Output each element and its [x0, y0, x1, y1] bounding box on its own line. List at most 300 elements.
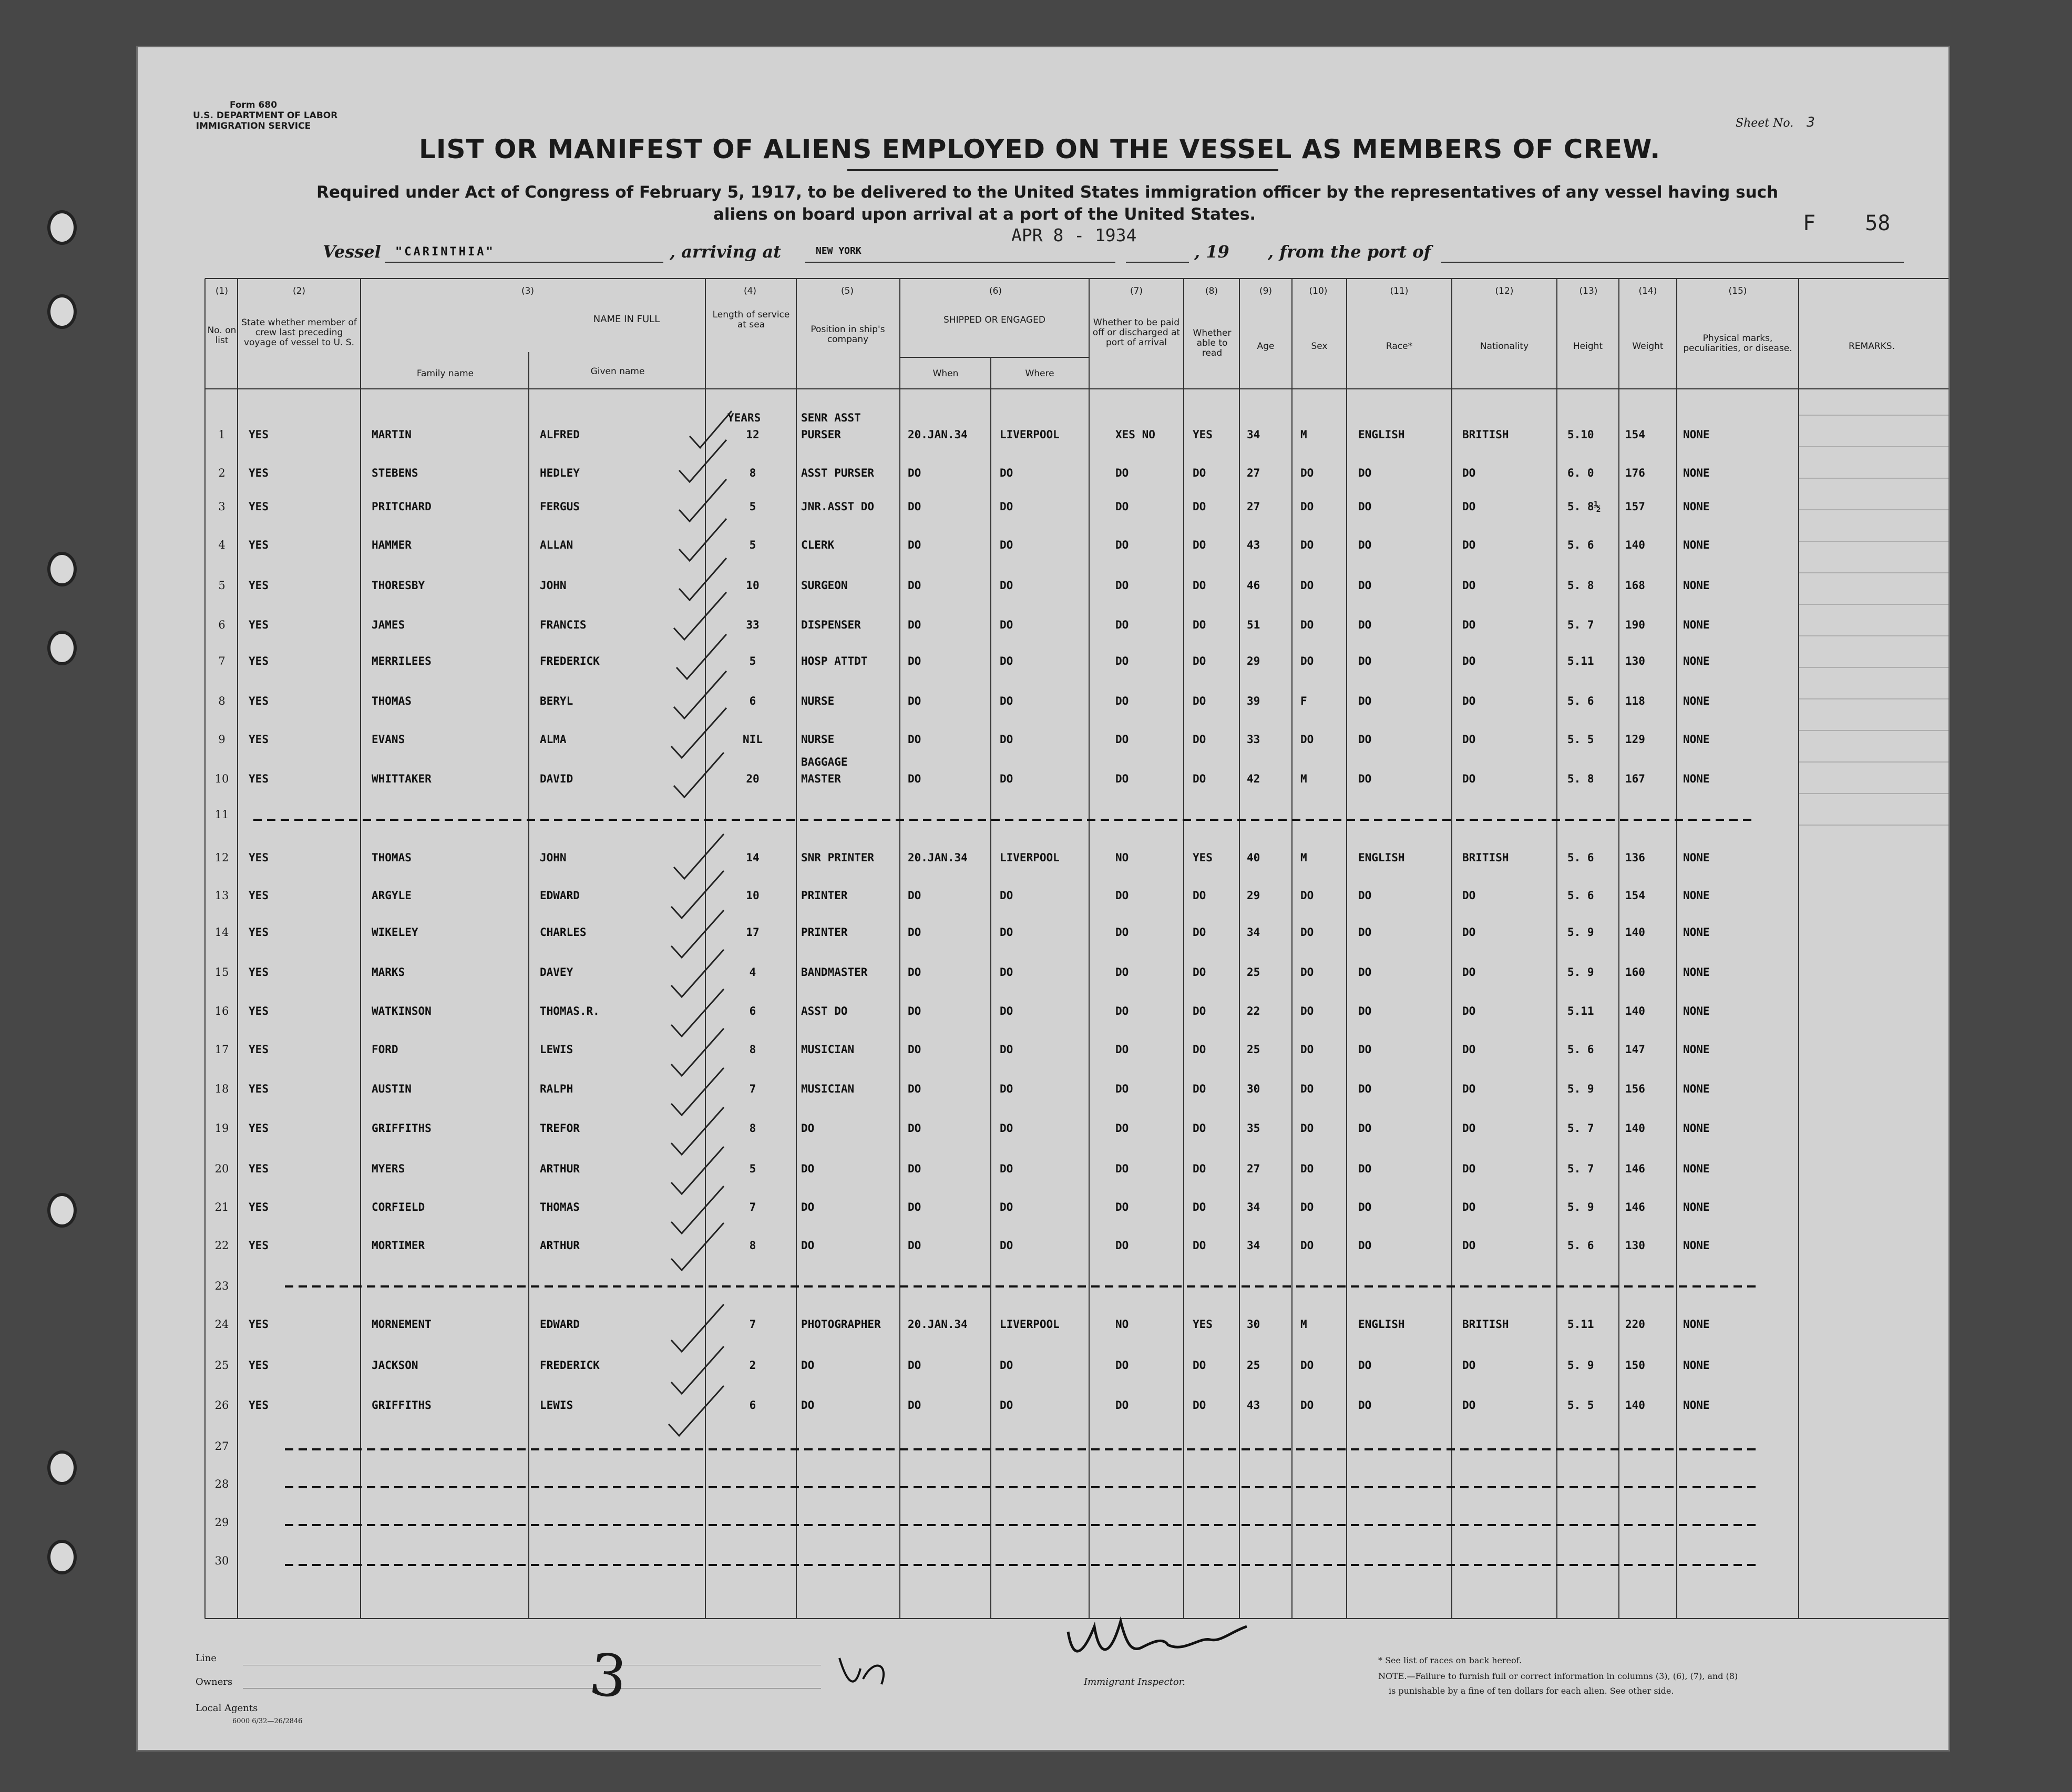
races-note: * See list of races on back hereof.	[1378, 1655, 1522, 1665]
cell-position: MUSICIAN	[801, 1043, 855, 1056]
cell-weight: 154	[1625, 428, 1645, 441]
cell-position: HOSP ATTDT	[801, 655, 868, 667]
header-shipped-or-engaged: SHIPPED OR ENGAGED	[943, 315, 1045, 325]
cell-height: 5. 7	[1567, 1162, 1594, 1175]
cell-age: 30	[1247, 1083, 1260, 1095]
cell-when-shipped: DO	[908, 1005, 921, 1017]
cell-member: YES	[249, 966, 269, 979]
cell-sex: DO	[1300, 500, 1314, 513]
cell-paid-off: DO	[1115, 1239, 1129, 1252]
cell-length-of-service: 7	[749, 1201, 756, 1213]
cell-height: 5. 9	[1567, 1201, 1594, 1213]
cell-member: YES	[249, 1043, 269, 1056]
binder-hole	[47, 210, 77, 245]
cell-physical-marks: NONE	[1683, 966, 1710, 979]
header-age: Age	[1257, 341, 1275, 352]
cell-length-of-service: 33	[746, 619, 760, 631]
cell-height: 5. 6	[1567, 1043, 1594, 1056]
cell-where-shipped: DO	[1000, 1399, 1013, 1412]
cell-nationality: DO	[1462, 1239, 1476, 1252]
cell-weight: 140	[1625, 1399, 1645, 1412]
row-number: 17	[214, 1043, 229, 1056]
col-number-14: (14)	[1638, 286, 1657, 296]
cell-race: DO	[1358, 1399, 1372, 1412]
cell-race: DO	[1358, 773, 1372, 785]
cell-nationality: DO	[1462, 695, 1476, 707]
cell-when-shipped: DO	[908, 926, 921, 939]
cell-length-of-service: 6	[749, 695, 756, 707]
cell-position: PRINTER	[801, 889, 848, 902]
cell-member: YES	[249, 1201, 269, 1213]
cell-physical-marks: NONE	[1683, 889, 1710, 902]
cell-sex: DO	[1300, 889, 1314, 902]
cell-when-shipped: DO	[908, 1083, 921, 1095]
cell-member: YES	[249, 1399, 269, 1412]
cell-when-shipped: 20.JAN.34	[908, 428, 968, 441]
cell-physical-marks: NONE	[1683, 467, 1710, 479]
file-prefix: F	[1803, 211, 1816, 235]
cell-where-shipped: DO	[1000, 579, 1013, 592]
header-length-of-service: Length of service at sea	[712, 310, 790, 330]
header-sex: Sex	[1311, 341, 1328, 352]
row-number: 12	[214, 851, 229, 864]
cell-when-shipped: DO	[908, 467, 921, 479]
cell-sex: M	[1300, 428, 1307, 441]
cell-when-shipped: DO	[908, 733, 921, 746]
cell-able-to-read: DO	[1193, 1239, 1206, 1252]
cell-member: YES	[249, 500, 269, 513]
cell-length-of-service: 4	[749, 966, 756, 979]
cell-physical-marks: NONE	[1683, 1399, 1710, 1412]
col-number-8: (8)	[1205, 286, 1218, 296]
cell-age: 22	[1247, 1005, 1260, 1017]
cell-given-name: ALLAN	[540, 539, 573, 551]
cell-paid-off: NO	[1115, 1318, 1129, 1331]
cell-nationality: DO	[1462, 467, 1476, 479]
cell-age: 42	[1247, 773, 1260, 785]
cell-family-name: EVANS	[372, 733, 405, 746]
cell-length-of-service: 5	[749, 500, 756, 513]
cell-length-of-service: 17	[746, 926, 760, 939]
cell-race: ENGLISH	[1358, 851, 1405, 864]
department-name: U.S. DEPARTMENT OF LABOR	[193, 110, 338, 121]
fine-note-line-2: is punishable by a fine of ten dollars for each alien. See other side.	[1389, 1686, 1674, 1696]
cell-able-to-read: YES	[1193, 428, 1213, 441]
cell-member: YES	[249, 655, 269, 667]
handwritten-sheet-number: 3	[586, 1640, 630, 1712]
cell-when-shipped: DO	[908, 773, 921, 785]
cell-weight: 154	[1625, 889, 1645, 902]
subtitle-line-1: Required under Act of Congress of February 5, 1917, to be delivered to the United States immigration officer by the representatives of any vessel having such	[316, 183, 1779, 202]
row-number: 3	[218, 500, 225, 513]
cell-sex: DO	[1300, 966, 1314, 979]
inspector-signature	[1063, 1611, 1252, 1674]
cell-family-name: WHITTAKER	[372, 773, 432, 785]
cell-nationality: BRITISH	[1462, 851, 1509, 864]
col-number-6: (6)	[989, 286, 1002, 296]
cell-height: 5.11	[1567, 1005, 1594, 1017]
cell-age: 40	[1247, 851, 1260, 864]
cell-position: NURSE	[801, 733, 835, 746]
cell-position: PRINTER	[801, 926, 848, 939]
cell-family-name: HAMMER	[372, 539, 412, 551]
cell-age: 30	[1247, 1318, 1260, 1331]
cell-weight: 130	[1625, 1239, 1645, 1252]
binder-hole	[47, 294, 77, 329]
cell-paid-off: DO	[1115, 695, 1129, 707]
cell-position: ASST DO	[801, 1005, 848, 1017]
arriving-port: NEW YORK	[816, 245, 861, 256]
cell-nationality: DO	[1462, 1399, 1476, 1412]
cell-member: YES	[249, 695, 269, 707]
cell-height: 5. 8	[1567, 773, 1594, 785]
cell-sex: DO	[1300, 655, 1314, 667]
cell-able-to-read: DO	[1193, 695, 1206, 707]
cell-able-to-read: DO	[1193, 733, 1206, 746]
cell-weight: 146	[1625, 1201, 1645, 1213]
cell-able-to-read: DO	[1193, 1399, 1206, 1412]
cell-weight: 157	[1625, 500, 1645, 513]
cell-member: YES	[249, 1239, 269, 1252]
cell-position: SNR PRINTER	[801, 851, 875, 864]
cell-height: 5. 9	[1567, 966, 1594, 979]
cell-physical-marks: NONE	[1683, 579, 1710, 592]
cell-height: 5. 6	[1567, 539, 1594, 551]
cell-member: YES	[249, 579, 269, 592]
cell-able-to-read: DO	[1193, 655, 1206, 667]
cell-length-of-service: 10	[746, 579, 760, 592]
row-number: 9	[218, 733, 225, 746]
cell-physical-marks: NONE	[1683, 500, 1710, 513]
cell-paid-off: DO	[1115, 1201, 1129, 1213]
cell-age: 51	[1247, 619, 1260, 631]
cell-height: 5. 6	[1567, 1239, 1594, 1252]
sheet-value: 3	[1807, 115, 1815, 130]
cell-race: DO	[1358, 1043, 1372, 1056]
cell-family-name: THORESBY	[372, 579, 425, 592]
cell-weight: 140	[1625, 926, 1645, 939]
cell-where-shipped: DO	[1000, 1162, 1013, 1175]
cell-position: ASST PURSER	[801, 467, 875, 479]
cell-family-name: MORNEMENT	[372, 1318, 432, 1331]
row-number: 21	[214, 1201, 229, 1213]
row-number: 13	[214, 889, 229, 902]
cell-weight: 160	[1625, 966, 1645, 979]
cell-family-name: ARGYLE	[372, 889, 412, 902]
header-member-of-crew: State whether member of crew last preceding voyage of vessel to U. S.	[241, 317, 357, 348]
cell-member: YES	[249, 539, 269, 551]
cell-where-shipped: DO	[1000, 1122, 1013, 1135]
cell-length-of-service: 2	[749, 1359, 756, 1372]
cell-length-of-service: NIL	[743, 733, 763, 746]
col-number-2: (2)	[292, 286, 306, 296]
cell-paid-off: DO	[1115, 889, 1129, 902]
cell-paid-off: DO	[1115, 1043, 1129, 1056]
vessel-name: "CARINTHIA"	[395, 245, 495, 259]
cell-age: 27	[1247, 500, 1260, 513]
inspector-label: Immigrant Inspector.	[1084, 1676, 1186, 1687]
cell-physical-marks: NONE	[1683, 1201, 1710, 1213]
row-number: 22	[214, 1239, 229, 1252]
cell-where-shipped: DO	[1000, 926, 1013, 939]
cell-race: DO	[1358, 500, 1372, 513]
cell-race: DO	[1358, 1201, 1372, 1213]
cell-position-note: SENR ASST	[801, 411, 861, 424]
row-number: 2	[218, 467, 225, 479]
col-number-13: (13)	[1579, 286, 1598, 296]
cell-age: 34	[1247, 1201, 1260, 1213]
cell-race: DO	[1358, 889, 1372, 902]
cell-length-of-service: 7	[749, 1083, 756, 1095]
cell-position: DO	[801, 1239, 815, 1252]
cell-race: DO	[1358, 655, 1372, 667]
cell-given-name: FRANCIS	[540, 619, 587, 631]
cell-weight: 136	[1625, 851, 1645, 864]
cell-member: YES	[249, 926, 269, 939]
cell-where-shipped: DO	[1000, 619, 1013, 631]
cell-able-to-read: DO	[1193, 1083, 1206, 1095]
cell-given-name: FERGUS	[540, 500, 580, 513]
cell-position: DO	[801, 1359, 815, 1372]
cell-race: DO	[1358, 966, 1372, 979]
cell-weight: 190	[1625, 619, 1645, 631]
cell-height: 5. 5	[1567, 1399, 1594, 1412]
cell-paid-off: DO	[1115, 1359, 1129, 1372]
col-number-9: (9)	[1259, 286, 1273, 296]
cell-paid-off: DO	[1115, 1083, 1129, 1095]
cell-family-name: GRIFFITHS	[372, 1399, 432, 1412]
header-when: When	[932, 368, 959, 379]
cell-paid-off: DO	[1115, 655, 1129, 667]
cell-able-to-read: DO	[1193, 579, 1206, 592]
cell-height: 6. 0	[1567, 467, 1594, 479]
cell-given-name: LEWIS	[540, 1043, 573, 1056]
cell-race: DO	[1358, 695, 1372, 707]
cell-physical-marks: NONE	[1683, 773, 1710, 785]
header-no-on-list: No. on list	[207, 325, 237, 346]
header-able-to-read: Whether able to read	[1193, 328, 1232, 358]
cell-given-name: RALPH	[540, 1083, 573, 1095]
row-number: 19	[214, 1122, 229, 1135]
cell-age: 25	[1247, 966, 1260, 979]
cell-sex: DO	[1300, 926, 1314, 939]
cell-position: SURGEON	[801, 579, 848, 592]
cell-given-name: ARTHUR	[540, 1162, 580, 1175]
cell-sex: DO	[1300, 619, 1314, 631]
cell-when-shipped: DO	[908, 1043, 921, 1056]
cell-sex: DO	[1300, 1239, 1314, 1252]
header-height: Height	[1573, 341, 1603, 352]
cell-where-shipped: DO	[1000, 1201, 1013, 1213]
row-number: 23	[214, 1280, 229, 1292]
subtitle-line-2: aliens on board upon arrival at a port of the United States.	[713, 205, 1256, 224]
cell-when-shipped: DO	[908, 579, 921, 592]
cell-where-shipped: DO	[1000, 773, 1013, 785]
cell-able-to-read: DO	[1193, 1162, 1206, 1175]
cell-length-of-service: 8	[749, 1239, 756, 1252]
cell-position-note: BAGGAGE	[801, 756, 848, 768]
cell-family-name: PRITCHARD	[372, 500, 432, 513]
cell-physical-marks: NONE	[1683, 619, 1710, 631]
cell-able-to-read: DO	[1193, 1201, 1206, 1213]
cell-sex: DO	[1300, 467, 1314, 479]
cell-nationality: BRITISH	[1462, 1318, 1509, 1331]
cell-paid-off: DO	[1115, 467, 1129, 479]
cell-age: 34	[1247, 926, 1260, 939]
cell-member: YES	[249, 1083, 269, 1095]
page-title: LIST OR MANIFEST OF ALIENS EMPLOYED ON THE VESSEL AS MEMBERS OF CREW.	[419, 134, 1661, 164]
row-number: 20	[214, 1162, 229, 1175]
cell-weight: 156	[1625, 1083, 1645, 1095]
file-value: 58	[1865, 211, 1891, 235]
cell-given-name: FREDERICK	[540, 1359, 600, 1372]
cell-given-name: LEWIS	[540, 1399, 573, 1412]
cell-nationality: DO	[1462, 1201, 1476, 1213]
header-where: Where	[1025, 368, 1054, 379]
cell-able-to-read: DO	[1193, 619, 1206, 631]
cell-physical-marks: NONE	[1683, 851, 1710, 864]
cell-where-shipped: DO	[1000, 1359, 1013, 1372]
header-name-in-full: NAME IN FULL	[593, 314, 660, 325]
cell-position: PURSER	[801, 428, 841, 441]
cell-given-name: HEDLEY	[540, 467, 580, 479]
cell-given-name: ALMA	[540, 733, 567, 746]
cell-nationality: DO	[1462, 773, 1476, 785]
cell-when-shipped: DO	[908, 655, 921, 667]
cell-able-to-read: DO	[1193, 500, 1206, 513]
cell-sex: DO	[1300, 1043, 1314, 1056]
row-number: 5	[218, 579, 225, 592]
cell-member: YES	[249, 733, 269, 746]
cell-age: 43	[1247, 539, 1260, 551]
cell-length-unit: YEARS	[727, 411, 761, 424]
cell-physical-marks: NONE	[1683, 1318, 1710, 1331]
col-number-11: (11)	[1390, 286, 1409, 296]
header-position: Position in ship's company	[811, 324, 885, 345]
cell-where-shipped: LIVERPOOL	[1000, 851, 1060, 864]
row-number: 30	[214, 1554, 229, 1567]
cell-weight: 130	[1625, 655, 1645, 667]
binder-hole	[47, 1193, 77, 1228]
row-number: 28	[214, 1478, 229, 1490]
cell-nationality: DO	[1462, 579, 1476, 592]
cell-family-name: CORFIELD	[372, 1201, 425, 1213]
from-port-label: , from the port of	[1268, 242, 1431, 262]
cell-where-shipped: LIVERPOOL	[1000, 428, 1060, 441]
cell-when-shipped: 20.JAN.34	[908, 851, 968, 864]
cell-length-of-service: 5	[749, 655, 756, 667]
cell-able-to-read: DO	[1193, 889, 1206, 902]
header-remarks: REMARKS.	[1848, 341, 1895, 352]
cell-able-to-read: DO	[1193, 966, 1206, 979]
header-race: Race*	[1386, 341, 1413, 352]
cell-able-to-read: DO	[1193, 1005, 1206, 1017]
cell-member: YES	[249, 428, 269, 441]
cell-nationality: DO	[1462, 539, 1476, 551]
cell-given-name: THOMAS	[540, 1201, 580, 1213]
cell-family-name: AUSTIN	[372, 1083, 412, 1095]
cell-member: YES	[249, 773, 269, 785]
footer-print-code: 6000 6/32—26/2846	[232, 1717, 303, 1725]
cell-height: 5. 8	[1567, 579, 1594, 592]
cell-given-name: EDWARD	[540, 889, 580, 902]
cell-weight: 150	[1625, 1359, 1645, 1372]
cell-paid-off: DO	[1115, 619, 1129, 631]
cell-height: 5. 9	[1567, 926, 1594, 939]
cell-weight: 168	[1625, 579, 1645, 592]
cell-family-name: MARKS	[372, 966, 405, 979]
fine-note-line-1: NOTE.—Failure to furnish full or correct information in columns (3), (6), (7), and (8)	[1378, 1671, 1738, 1681]
cell-member: YES	[249, 1359, 269, 1372]
cell-height: 5. 9	[1567, 1359, 1594, 1372]
cell-height: 5. 7	[1567, 1122, 1594, 1135]
cell-race: DO	[1358, 926, 1372, 939]
cell-race: DO	[1358, 733, 1372, 746]
row-number: 15	[214, 966, 229, 979]
col-number-7: (7)	[1130, 286, 1143, 296]
cell-nationality: DO	[1462, 966, 1476, 979]
row-number: 24	[214, 1318, 229, 1331]
cell-race: DO	[1358, 1239, 1372, 1252]
cell-when-shipped: 20.JAN.34	[908, 1318, 968, 1331]
row-number: 8	[218, 695, 225, 707]
cell-nationality: DO	[1462, 1043, 1476, 1056]
cell-length-of-service: 8	[749, 467, 756, 479]
cell-height: 5. 7	[1567, 619, 1594, 631]
cell-given-name: ALFRED	[540, 428, 580, 441]
cell-position: MUSICIAN	[801, 1083, 855, 1095]
cell-able-to-read: YES	[1193, 851, 1213, 864]
cell-sex: M	[1300, 773, 1307, 785]
cell-physical-marks: NONE	[1683, 539, 1710, 551]
row-number: 29	[214, 1516, 229, 1529]
cell-where-shipped: DO	[1000, 1043, 1013, 1056]
cell-when-shipped: DO	[908, 966, 921, 979]
cell-able-to-read: DO	[1193, 539, 1206, 551]
cell-height: 5.10	[1567, 428, 1594, 441]
cell-paid-off: DO	[1115, 966, 1129, 979]
cell-age: 34	[1247, 428, 1260, 441]
check-marks	[669, 411, 732, 1436]
cell-weight: 220	[1625, 1318, 1645, 1331]
cell-sex: DO	[1300, 1359, 1314, 1372]
cell-length-of-service: 8	[749, 1122, 756, 1135]
binder-hole	[47, 1450, 77, 1485]
cell-height: 5. 6	[1567, 851, 1594, 864]
cell-member: YES	[249, 467, 269, 479]
cell-where-shipped: DO	[1000, 733, 1013, 746]
cell-where-shipped: DO	[1000, 889, 1013, 902]
cell-physical-marks: NONE	[1683, 1083, 1710, 1095]
cell-sex: M	[1300, 851, 1307, 864]
cell-given-name: TREFOR	[540, 1122, 580, 1135]
cell-length-of-service: 8	[749, 1043, 756, 1056]
cell-when-shipped: DO	[908, 1359, 921, 1372]
cell-sex: DO	[1300, 1162, 1314, 1175]
cell-family-name: THOMAS	[372, 695, 412, 707]
row-number: 6	[218, 619, 225, 631]
col-number-3: (3)	[521, 286, 535, 296]
cell-physical-marks: NONE	[1683, 1122, 1710, 1135]
cell-weight: 140	[1625, 539, 1645, 551]
cell-position: BANDMASTER	[801, 966, 868, 979]
cell-length-of-service: 5	[749, 539, 756, 551]
cell-race: DO	[1358, 1005, 1372, 1017]
cell-length-of-service: 20	[746, 773, 760, 785]
cell-where-shipped: LIVERPOOL	[1000, 1318, 1060, 1331]
cell-given-name: BERYL	[540, 695, 573, 707]
cell-position: MASTER	[801, 773, 841, 785]
